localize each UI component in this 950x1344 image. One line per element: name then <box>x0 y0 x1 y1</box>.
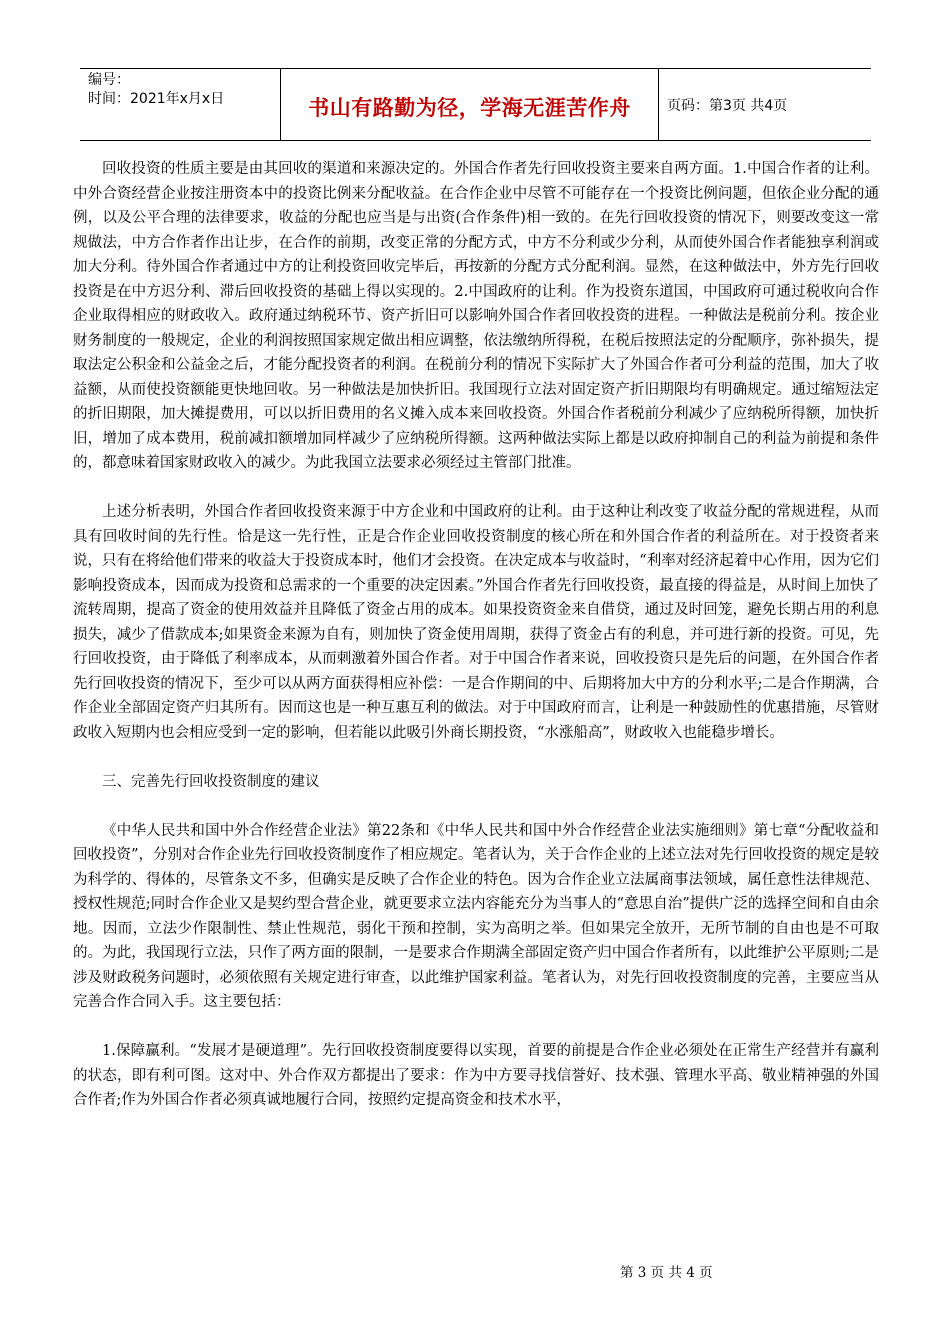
header-info-cell <box>80 69 281 140</box>
page-header <box>80 68 871 141</box>
header-page-cell <box>659 69 871 140</box>
page-footer: 第 3 页 共 4 页 <box>620 1265 713 1281</box>
body-paragraph-4: 1.保障赢利。“发展才是硬道理”。先行回收投资制度要得以实现，首要的前提是合作企业必须处在正常生产经营并有赢利的状态，即有利可图。这对中、外合作双方都提出了要求：作为中方要寻找信誉好、技术强、管理水平高、敬业精神强的外国合作者;作为外国合作者必须真诚地履行合同，按照约定提高资金和技术水平， <box>73 1043 879 1108</box>
document-number-label: 编号： <box>88 72 130 88</box>
header-page-number: 页码：第3页 共4页 <box>667 97 788 114</box>
section-heading: 三、完善先行回收投资制度的建议 <box>102 773 320 790</box>
document-body <box>73 157 879 1113</box>
document-date-label: 时间：2021年x月x日 <box>88 91 225 107</box>
body-paragraph-1: 回收投资的性质主要是由其回收的渠道和来源决定的。外国合作者先行回收投资主要来自两方面。1.中国合作者的让利。中外合资经营企业按注册资本中的投资比例来分配收益。在合作企业中尽管不可能存在一个投资比例问题，但依企业分配的通例，以及公平合理的法律要求，收益的分配也应当是与出资(合作条件)相一致的。在先行回收投资的情况下，则要改变这一常规做法，中方合作者作出让步，在合作的前期，改变正常的分配方式，中方不分利或少分利，从而使外国合作者能独享利润或加大分利。待外国合作者通过中方的让利投资回收完毕后，再按新的分配方式分配利润。显然，在这种做法中，外方先行回收投资是在中方迟分利、滞后回收投资的基础上得以实现的。2.中国政府的让利。作为投资东道国，中国政府可通过税收向合作企业取得相应的财政收入。政府通过纳税环节、资产折旧可以影响外国合作者回收投资的进程。一种做法是税前分利。按企业财务制度的一般规定，企业的利润按照国家规定做出相应调整，依法缴纳所得税，在税后按照法定的分配顺序，弥补损失，提取法定公积金和公益金之后，才能分配投资者的利润。在税前分利的情况下实际扩大了外国合作者可分利益的范围，加大了收益额，从而使投资额能更快地回收。另一种做法是加快折旧。我国现行立法对固定资产折旧期限均有明确规定。通过缩短法定的折旧期限，加大摊提费用，可以以折旧费用的名义摊入成本来回收投资。外国合作者税前分利减少了应纳税所得额，加快折旧，增加了成本费用，税前减扣额增加同样减少了应纳税所得额。这两种做法实际上都是以政府抑制自己的利益为前提和条件的，都意味着国家财政收入的减少。为此我国立法要求必须经过主管部门批准。 <box>73 161 879 471</box>
header-motto: 书山有路勤为径，学海无涯苦作舟 <box>308 95 631 120</box>
body-paragraph-3: 《中华人民共和国中外合作经营企业法》第22条和《中华人民共和国中外合作经营企业法实施细则》第七章“分配收益和回收投资”，分别对合作企业先行回收投资制度作了相应规定。笔者认为，关于合作企业的上述立法对先行回收投资的规定是较为科学的、得体的，尽管条文不多，但确实是反映了合作企业的特色。因为合作企业立法属商事法领域，属任意性法律规范、授权性规范;同时合作企业又是契约型合营企业，就更要求立法内容能充分为当事人的“意思自治”提供广泛的选择空间和自由余地。因而，立法少作限制性、禁止性规范，弱化干预和控制，实为高明之举。但如果完全放开，无所节制的自由也是不可取的。为此，我国现行立法，只作了两方面的限制，一是要求合作期满全部固定资产归中国合作者所有，以此维护公平原则;二是涉及财政税务问题时，必须依照有关规定进行审查，以此维护国家利益。笔者认为，对先行回收投资制度的完善，主要应当从完善合作合同入手。这主要包括： <box>73 822 879 1010</box>
body-paragraph-2: 上述分析表明，外国合作者回收投资来源于中方企业和中国政府的让利。由于这种让利改变了收益分配的常规进程，从而具有回收时间的先行性。恰是这一先行性，正是合作企业回收投资制度的核心所在和外国合作者的利益所在。对于投资者来说，只有在将给他们带来的收益大于投资成本时，他们才会投资。在决定成本与收益时，“利率对经济起着中心作用，因为它们影响投资成本，因而成为投资和总需求的一个重要的决定因素。”外国合作者先行回收投资，最直接的得益是，从时间上加快了流转周期，提高了资金的使用效益并且降低了资金占用的成本。如果投资资金来自借贷，通过及时回笼，避免长期占用的利息损失，减少了借款成本;如果资金来源为自有，则加快了资金使用周期，获得了资金占有的利息，并可进行新的投资。可见，先行回收投资，由于降低了利率成本，从而刺激着外国合作者。对于中国合作者来说，回收投资只是先后的问题，在外国合作者先行回收投资的情况下，至少可以从两方面获得相应补偿：一是合作期间的中、后期将加大中方的分利水平;二是合作期满，合作企业全部固定资产归其所有。因而这也是一种互惠互利的做法。对于中国政府而言，让利是一种鼓励性的优惠措施，尽管财政收入短期内也会相应受到一定的影响，但若能以此吸引外商长期投资，“水涨船高”，财政收入也能稳步增长。 <box>73 504 879 741</box>
header-motto-cell <box>281 69 659 140</box>
